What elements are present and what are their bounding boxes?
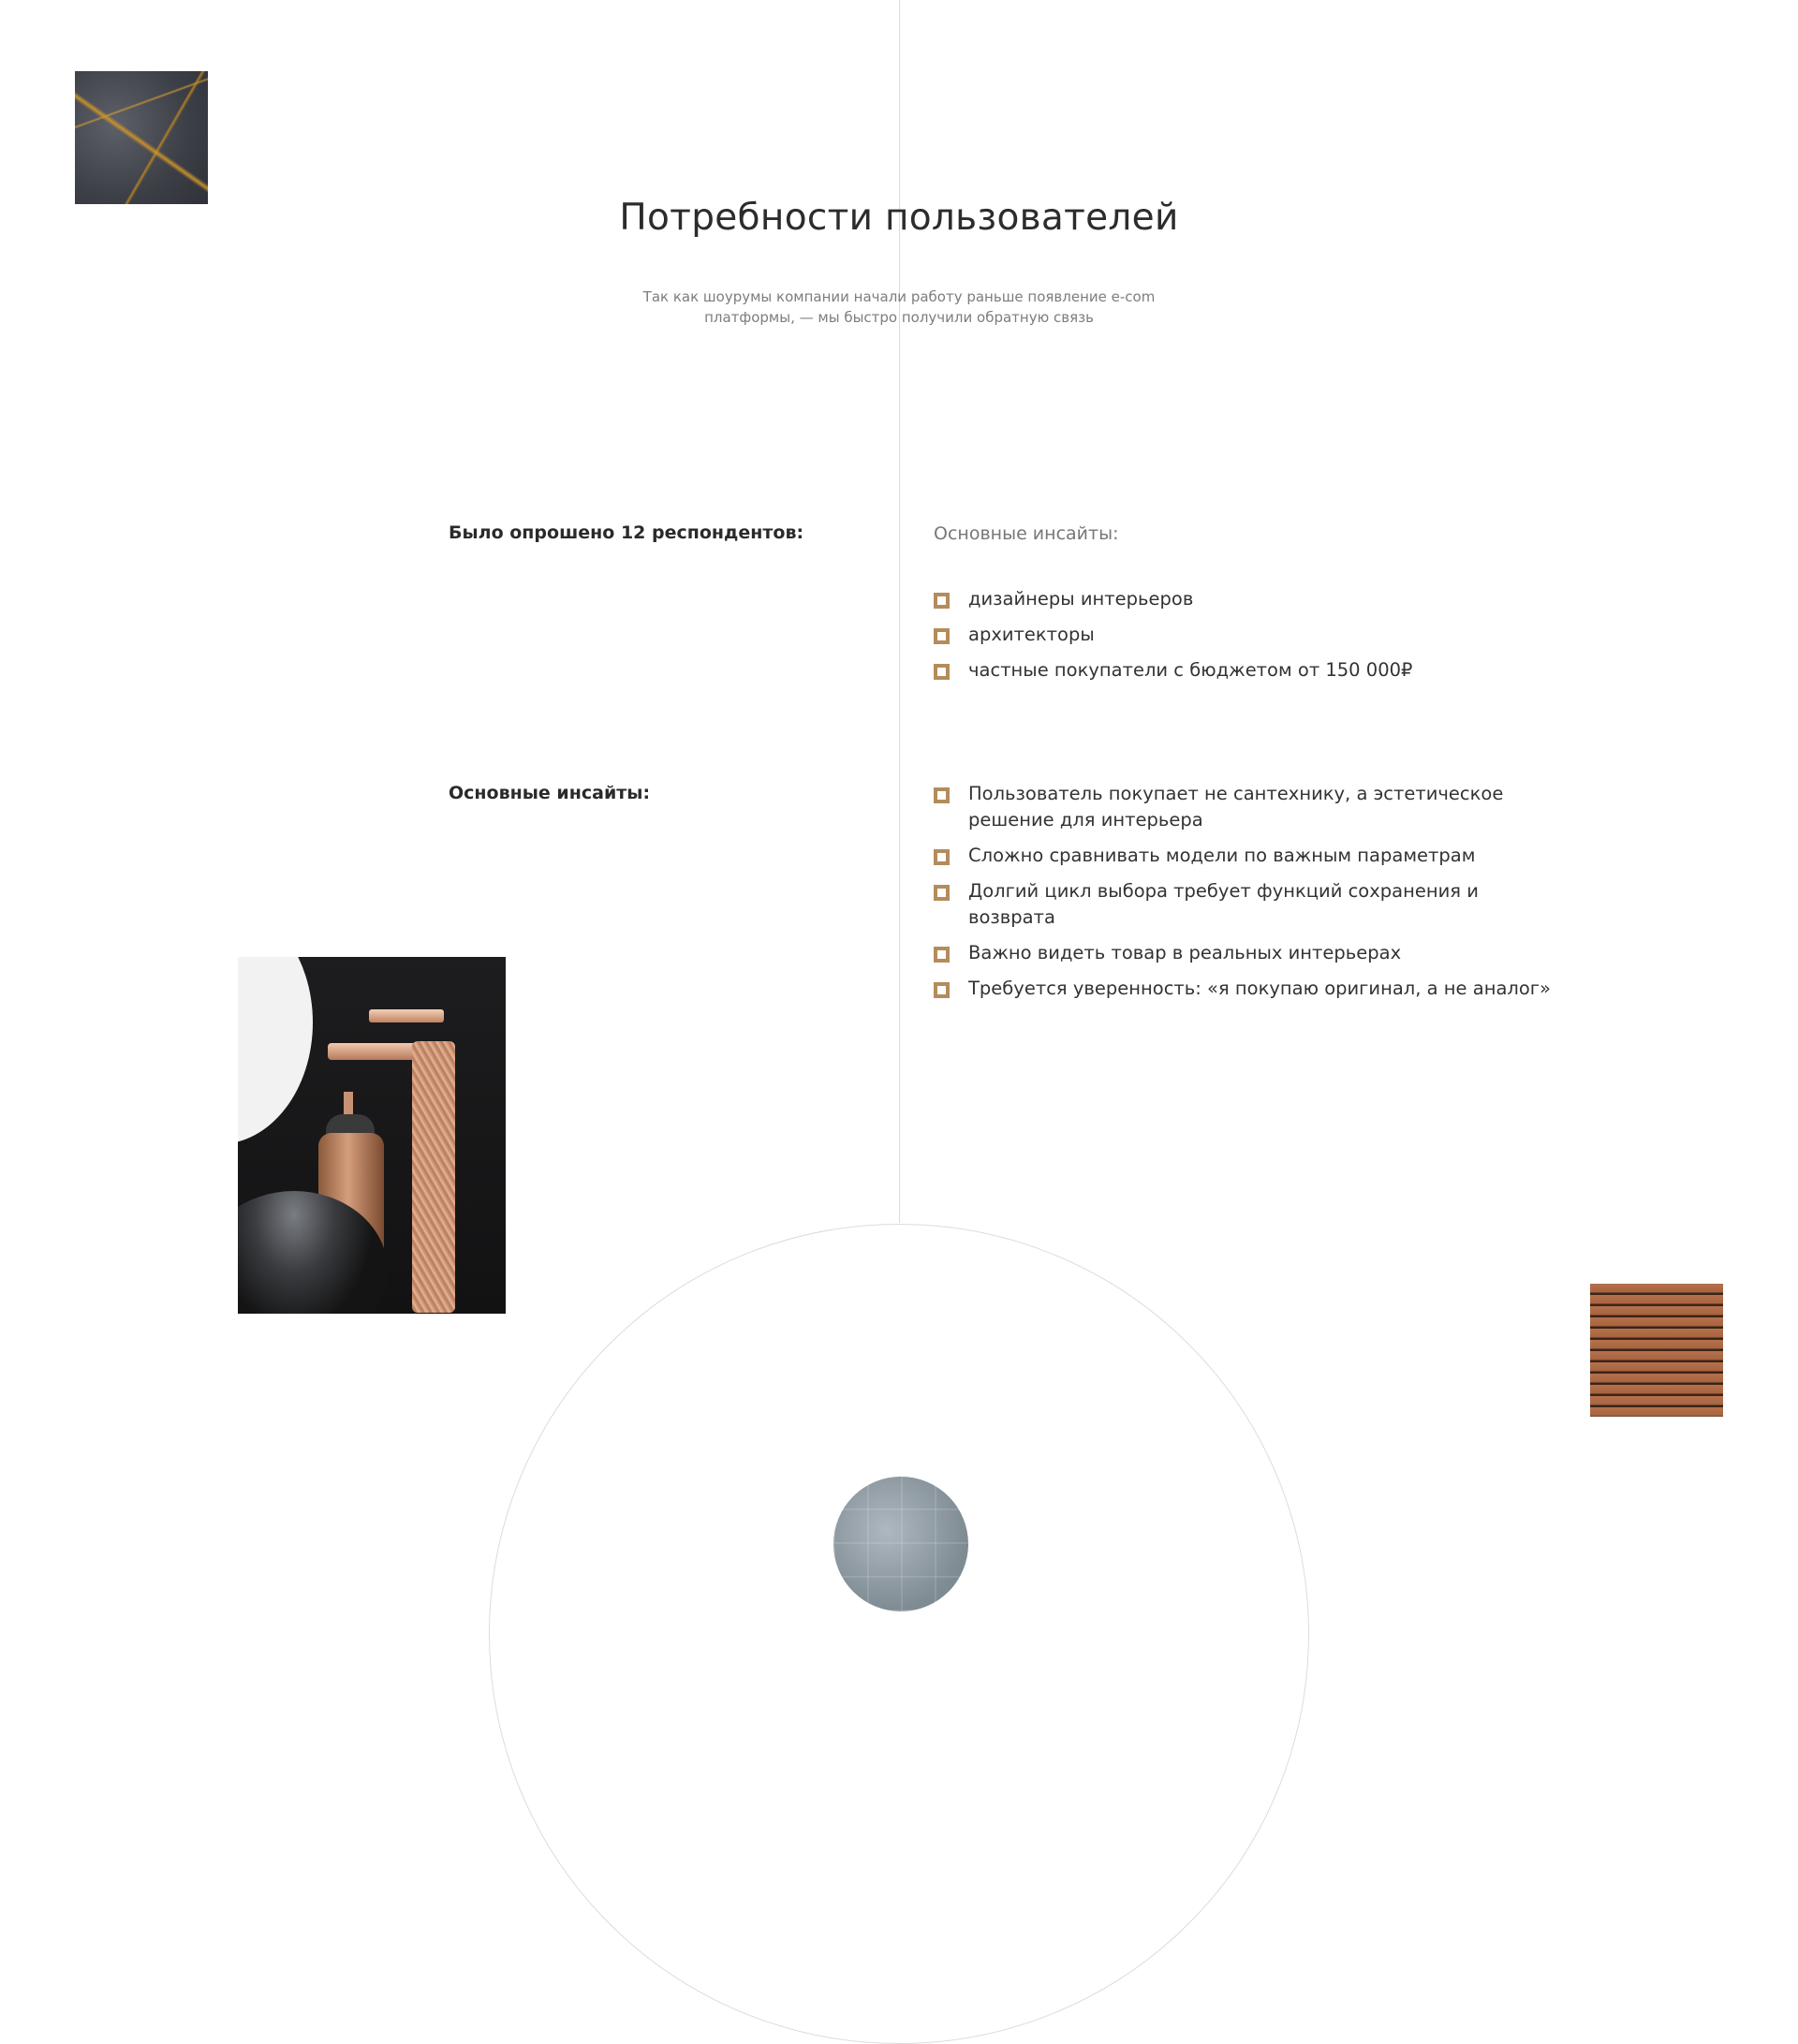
wood-texture-image bbox=[1590, 1284, 1723, 1417]
respondents-list bbox=[934, 586, 1514, 693]
square-bullet-icon bbox=[934, 849, 950, 865]
list-item-text: дизайнеры интерьеров bbox=[968, 588, 1194, 610]
center-divider-line bbox=[899, 0, 900, 1223]
respondents-side-label: Основные инсайты: bbox=[934, 523, 1119, 544]
square-bullet-icon bbox=[934, 787, 950, 803]
list-item-text: Сложно сравнивать модели по важным параметрам bbox=[968, 845, 1476, 866]
list-item-text: архитекторы bbox=[968, 624, 1095, 645]
stone-texture-circle-image bbox=[833, 1477, 968, 1611]
photo-mirror bbox=[238, 957, 313, 1144]
square-bullet-icon bbox=[934, 982, 950, 998]
photo-faucet-handle bbox=[369, 1009, 444, 1022]
list-item bbox=[934, 878, 1570, 931]
list-item bbox=[934, 622, 1514, 648]
list-item bbox=[934, 940, 1570, 966]
subtitle-line: платформы, — мы быстро получили обратную связь bbox=[704, 309, 1094, 326]
list-item bbox=[934, 976, 1570, 1002]
respondents-label: Было опрошено 12 респондентов: bbox=[449, 522, 804, 543]
square-bullet-icon bbox=[934, 593, 950, 609]
list-item-text: Важно видеть товар в реальных интерьерах bbox=[968, 942, 1402, 963]
square-bullet-icon bbox=[934, 628, 950, 644]
photo-faucet-body bbox=[412, 1041, 455, 1313]
square-bullet-icon bbox=[934, 947, 950, 963]
faucet-product-photo bbox=[238, 957, 506, 1314]
list-item bbox=[934, 843, 1570, 869]
square-bullet-icon bbox=[934, 885, 950, 901]
list-item-text: Требуется уверенность: «я покупаю оригинал, а не аналог» bbox=[968, 978, 1551, 999]
insights-list bbox=[934, 781, 1570, 1011]
decorative-arc bbox=[489, 1224, 1309, 2044]
marble-texture-image bbox=[75, 71, 208, 204]
list-item bbox=[934, 781, 1570, 833]
subtitle-line: Так как шоурумы компании начали работу раньше появление e-com bbox=[642, 288, 1156, 305]
list-item bbox=[934, 586, 1514, 612]
insights-label: Основные инсайты: bbox=[449, 783, 651, 803]
photo-soap-pump bbox=[344, 1092, 353, 1116]
list-item-text: Пользователь покупает не сантехнику, а эстетическое решение для интерьера bbox=[968, 783, 1504, 831]
page-title: Потребности пользователей bbox=[619, 197, 1179, 239]
page-subtitle bbox=[618, 287, 1180, 328]
square-bullet-icon bbox=[934, 664, 950, 680]
list-item bbox=[934, 657, 1514, 684]
list-item-text: Долгий цикл выбора требует функций сохранения и возврата bbox=[968, 880, 1479, 928]
list-item-text: частные покупатели с бюджетом от 150 000₽ bbox=[968, 659, 1413, 681]
